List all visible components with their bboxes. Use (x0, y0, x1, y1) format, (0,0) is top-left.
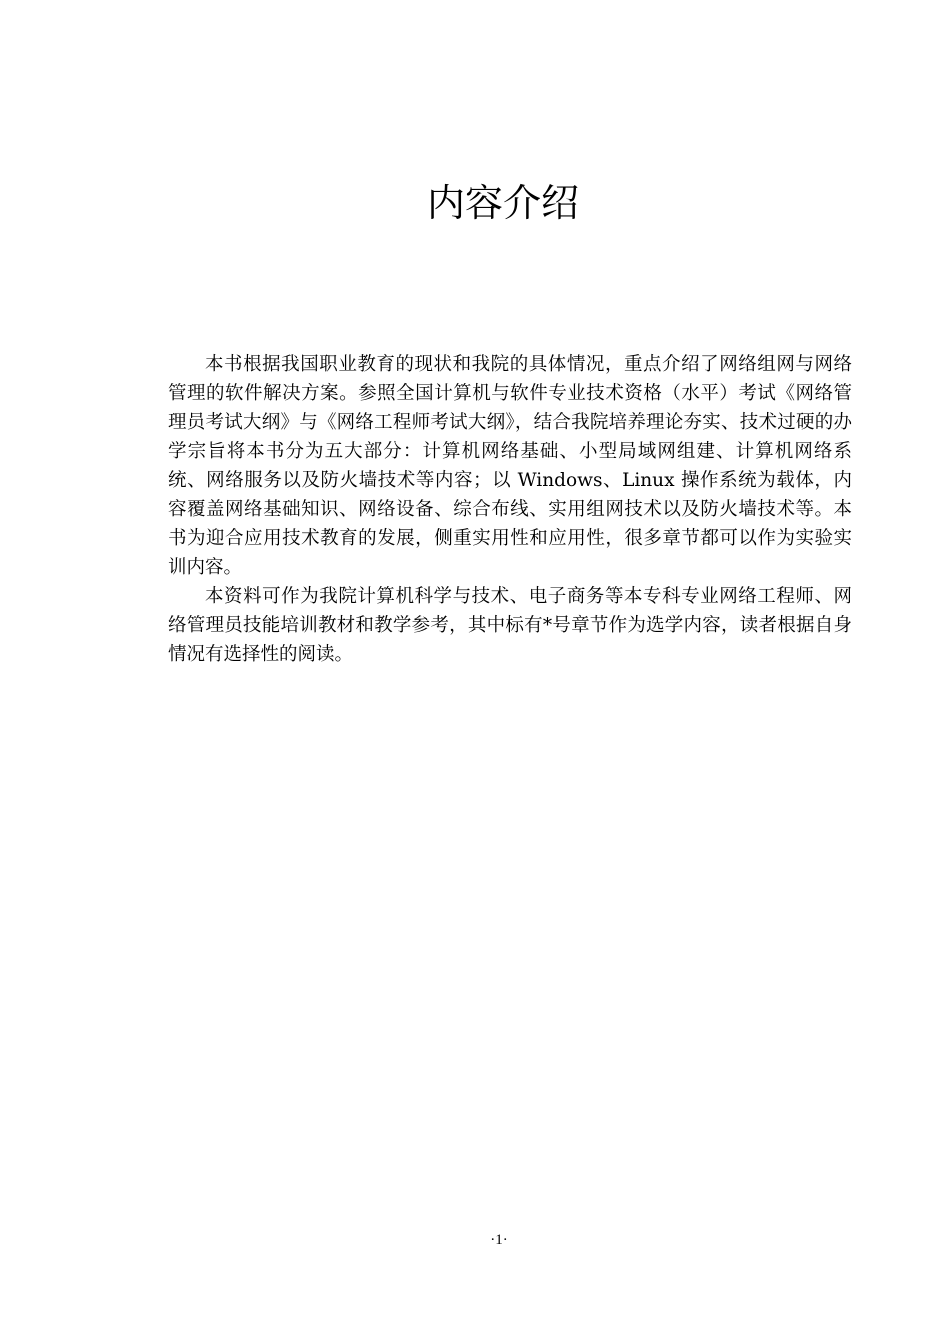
page-title: 内容介绍 (426, 181, 579, 225)
usage-paragraph: 本资料可作为我院计算机科学与技术、电子商务等本专科专业网络工程师、网络管理员技能培训教材和教学参考，其中标有*号章节作为选学内容，读者根据自身情况有选择性的阅读。 (168, 586, 852, 665)
page-number: ·1· (490, 1232, 508, 1248)
intro-paragraph: 本书根据我国职业教育的现状和我院的具体情况，重点介绍了网络组网与网络管理的软件解决方案。参照全国计算机与软件专业技术资格（水平）考试《网络管理员考试大纲》与《网络工程师考试大纲》，结合我院培养理论夯实、技术过硬的办学宗旨将本书分为五大部分：计算机网络基础、小型局域网组建、计算机网络系统、网络服务以及防火墙技术等内容；以 Windows、Linux 操作系统为载体，内容覆盖网络基础知识、网络设备、综合布线、实用组网技术以及防火墙技术等。本书为迎合应用技术教育的发展，侧重实用性和应用性，很多章节都可以作为实验实训内容。 (168, 354, 852, 578)
document-body (168, 350, 852, 669)
